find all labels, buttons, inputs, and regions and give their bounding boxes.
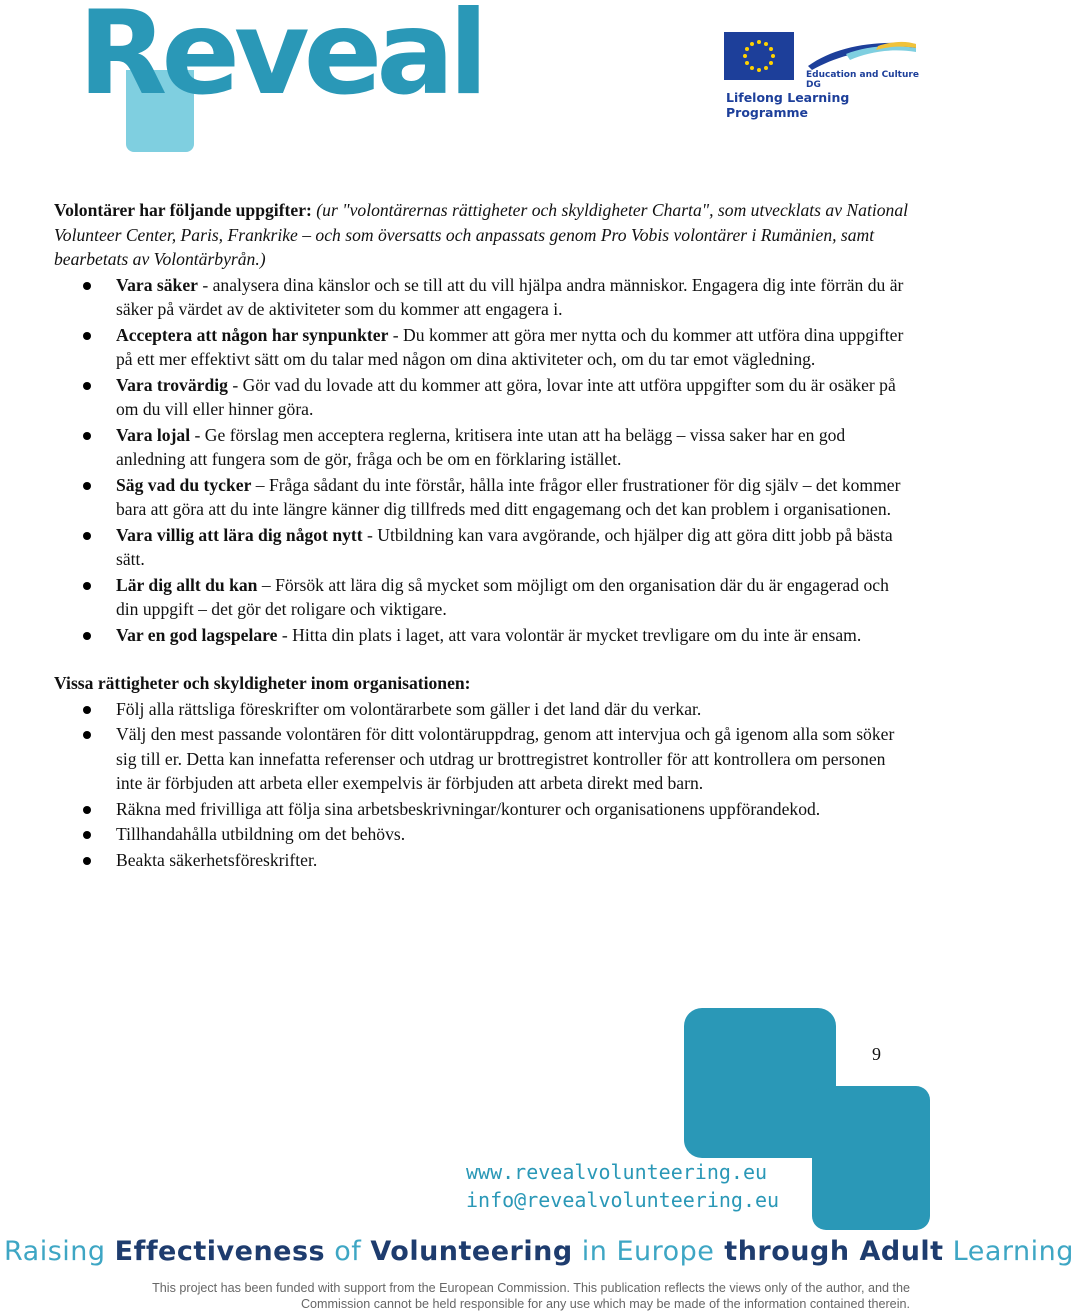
page-number: 9 [872,1044,881,1064]
item-title: Vara säker [116,274,198,295]
rights-list [54,697,914,873]
intro-lead: Volontärer har följande uppgifter: [54,200,312,220]
slogan-part: of [325,1236,371,1267]
bullet-icon [83,582,91,590]
footer-decor-square [812,1086,930,1230]
bullet-icon [83,831,91,839]
eu-flag-icon [724,32,794,80]
list-item [54,623,914,648]
bullet-icon [83,282,91,290]
slogan-part: Volunteering [370,1236,573,1267]
slogan-part: Raising [4,1236,115,1267]
slogan-part: in [572,1236,617,1267]
llp-label: Lifelong Learning Programme [726,90,850,120]
item-text: - Hitta din plats i laget, att vara volontär är mycket trevligare om du inte är ensam. [277,624,862,645]
item-text: Räkna med frivilliga att följa sina arbetsbeskrivningar/konturer och organisationens uppförandekod. [116,798,821,819]
document-body [54,198,914,872]
item-text: - Gör vad du lovade att du kommer att göra, lovar inte att utföra uppgifter som du är osäker på om du vill eller hinner göra. [116,374,896,419]
slogan-part: Learning [943,1236,1074,1267]
item-text: - Du kommer att göra mer nytta och du kommer att utföra dina uppgifter på ett mer effektivt sätt om du talar med någon om dina aktiviteter och, om du tar emot vägledning. [116,324,904,369]
item-text: Välj den mest passande volontären för ditt volontäruppdrag, genom att intervjua och gå igenom alla som söker sig till er. Detta kan innefatta referenser och utdrag ur brottregistret kontroller för att kontrollera om personen inte är förbjuden att arbeta eller exempelvis är förbjuden att arbeta direkt med barn. [116,724,895,793]
bullet-icon [83,706,91,714]
item-text: - Utbildning kan vara avgörande, och hjälper dig att göra ditt jobb på bästa sätt. [116,524,893,569]
footer-contact [466,1158,779,1214]
list-item [54,523,914,572]
list-item [54,722,914,796]
bullet-icon [83,332,91,340]
bullet-icon [83,432,91,440]
intro-note: (ur "volontärernas rättigheter och skyldigheter Charta", som utvecklats av National Volunteer Center, Paris, Frankrike – och som översatts och anpassats genom Pro Vobis volontärer i Rumänien, samt bearbetats av Volontärbyrån.) [54,200,909,269]
logo-wordmark: Reveal [78,0,483,121]
footer-slogan [4,1236,1074,1267]
item-text: Följ alla rättsliga föreskrifter om volontärarbete som gäller i det land där du verkar. [116,698,702,719]
tasks-list [54,273,914,648]
dg-label: Education and Culture DG [806,70,919,90]
bullet-icon [83,632,91,640]
item-title: Vara trovärdig [116,374,228,395]
bullet-icon [83,382,91,390]
disclaimer-line: Commission cannot be held responsible for any use which may be made of the information contained therein. [300,1296,910,1311]
bullet-icon [83,482,91,490]
bullet-icon [83,806,91,814]
list-item [54,323,914,372]
item-text: – Fråga sådant du inte förstår, hålla inte frågor eller frustrationer för dig själv – det kommer bara att göra att du inte längre känner dig tillfreds med ditt engagemang och det kan problem i organisationen. [116,474,901,519]
item-text: Beakta säkerhetsföreskrifter. [116,849,318,870]
item-text: Tillhandahålla utbildning om det behövs. [116,824,406,844]
funding-disclaimer [40,1281,910,1312]
rights-section [54,671,914,872]
item-text: - analysera dina känslor och se till att du vill hjälpa andra människor. Engagera dig inte förrän du är säker på värdet av de aktiviteter som du kommer att engagera i. [116,274,904,319]
item-title: Säg vad du tycker [116,474,252,495]
list-item [54,423,914,472]
bullet-icon [83,857,91,865]
item-title: Acceptera att någon har synpunkter [116,324,389,345]
bullet-icon [83,731,91,739]
list-item [54,797,914,822]
disclaimer-line: This project has been funded with support from the European Commission. This publication reflects the views only of the author, and the [152,1281,910,1295]
section-heading: Vissa rättigheter och skyldigheter inom organisationen: [54,673,471,693]
list-item [54,573,914,622]
list-item [54,697,914,722]
email-link[interactable]: info@revealvolunteering.eu [466,1188,780,1212]
llp-swoosh-icon [806,36,918,72]
list-item [54,273,914,322]
eu-llp-logo [724,30,924,120]
reveal-logo [78,0,483,156]
website-link[interactable]: www.revealvolunteering.eu [466,1160,768,1184]
slogan-part: Adult [859,1236,944,1267]
list-item [54,848,914,873]
item-title: Var en god lagspelare [116,624,278,645]
item-text: – Försök att lära dig så mycket som möjligt om den organisation där du är engagerad och din uppgift – det gör det roligare och viktigare. [116,574,889,619]
intro-paragraph [54,198,914,272]
list-item [54,822,914,847]
list-item [54,373,914,422]
list-item [54,473,914,522]
item-title: Lär dig allt du kan [116,574,258,595]
slogan-part: Europe [616,1236,715,1267]
item-title: Vara lojal [116,424,191,445]
slogan-part: Effectiveness [114,1236,326,1267]
bullet-icon [83,532,91,540]
item-text: - Ge förslag men acceptera reglerna, kritisera inte utan att ha belägg – vissa saker har en god anledning att fungera som de gör, fråga och be om en förklaring istället. [116,424,846,469]
slogan-part: through [714,1236,860,1267]
item-title: Vara villig att lära dig något nytt [116,524,363,545]
